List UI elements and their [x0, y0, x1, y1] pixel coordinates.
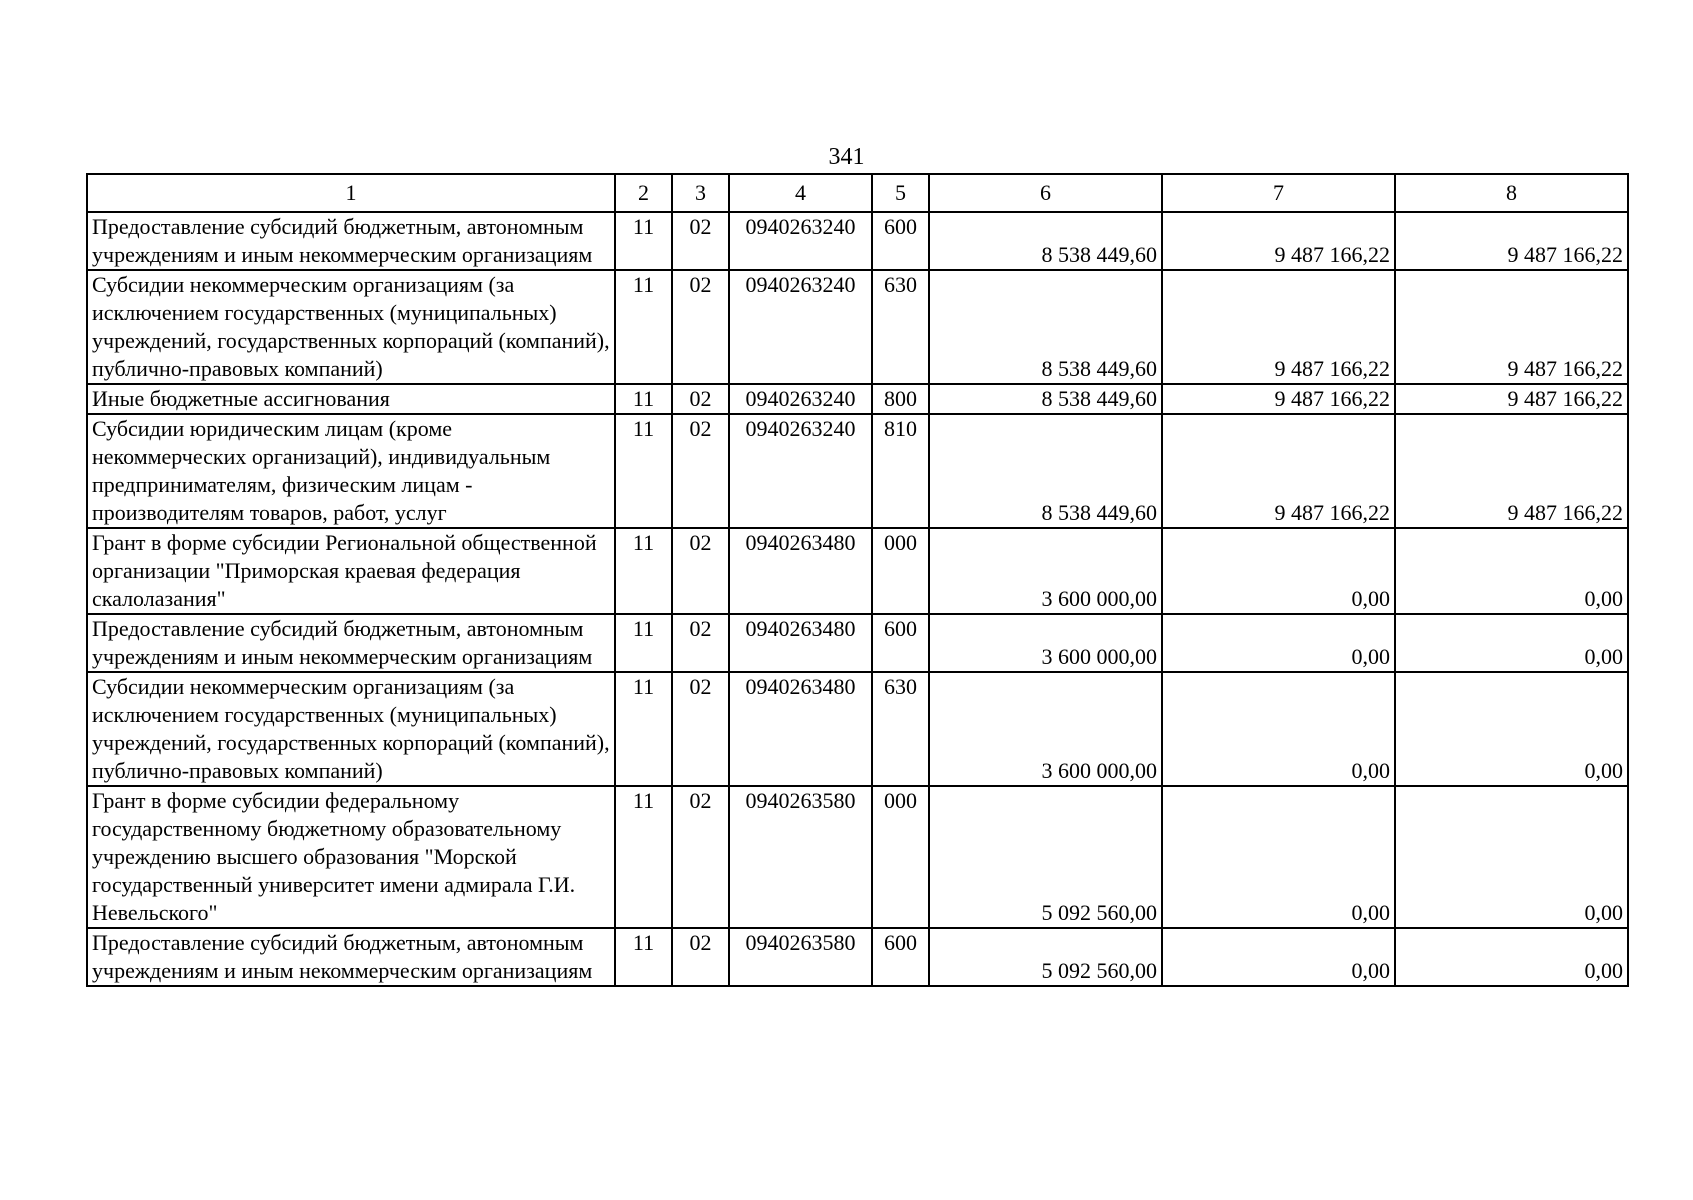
- amount-col-7: 9 487 166,22: [1162, 270, 1395, 384]
- amount-col-6: 8 538 449,60: [929, 212, 1162, 270]
- amount-col-7: 9 487 166,22: [1162, 384, 1395, 414]
- amount-col-8: 0,00: [1395, 928, 1628, 986]
- expense-type-code: 630: [872, 270, 929, 384]
- row-description: Грант в форме субсидии федеральному государственному бюджетному образовательному учреждению высшего образования "Морской государственный университет имени адмирала Г.И. Невельского": [87, 786, 615, 928]
- row-description: Иные бюджетные ассигнования: [87, 384, 615, 414]
- amount-col-6: 8 538 449,60: [929, 270, 1162, 384]
- table-row: [87, 786, 1628, 928]
- amount-col-8: 9 487 166,22: [1395, 270, 1628, 384]
- target-article-code: 0940263580: [729, 928, 872, 986]
- subsection-code: 02: [672, 528, 729, 614]
- amount-col-7: 0,00: [1162, 672, 1395, 786]
- subsection-code: 02: [672, 384, 729, 414]
- table-row: [87, 212, 1628, 270]
- expense-type-code: 800: [872, 384, 929, 414]
- section-code: 11: [615, 212, 672, 270]
- header-cell: 8: [1395, 174, 1628, 212]
- amount-col-6: 8 538 449,60: [929, 384, 1162, 414]
- section-code: 11: [615, 528, 672, 614]
- row-description: Предоставление субсидий бюджетным, автономным учреждениям и иным некоммерческим организациям: [87, 212, 615, 270]
- subsection-code: 02: [672, 786, 729, 928]
- subsection-code: 02: [672, 614, 729, 672]
- amount-col-8: 0,00: [1395, 672, 1628, 786]
- target-article-code: 0940263480: [729, 672, 872, 786]
- header-cell: 6: [929, 174, 1162, 212]
- table-row: [87, 414, 1628, 528]
- target-article-code: 0940263480: [729, 528, 872, 614]
- amount-col-6: 5 092 560,00: [929, 786, 1162, 928]
- amount-col-8: 9 487 166,22: [1395, 414, 1628, 528]
- expense-type-code: 000: [872, 786, 929, 928]
- amount-col-6: 5 092 560,00: [929, 928, 1162, 986]
- expense-type-code: 000: [872, 528, 929, 614]
- budget-table: [86, 173, 1629, 987]
- amount-col-8: 9 487 166,22: [1395, 384, 1628, 414]
- subsection-code: 02: [672, 928, 729, 986]
- amount-col-7: 0,00: [1162, 928, 1395, 986]
- table-row: [87, 614, 1628, 672]
- header-cell: 7: [1162, 174, 1395, 212]
- table-row: [87, 672, 1628, 786]
- amount-col-7: 9 487 166,22: [1162, 212, 1395, 270]
- amount-col-7: 0,00: [1162, 614, 1395, 672]
- target-article-code: 0940263480: [729, 614, 872, 672]
- row-description: Субсидии некоммерческим организациям (за исключением государственных (муниципальных) учреждений, государственных корпораций (компаний), публично-правовых компаний): [87, 672, 615, 786]
- amount-col-7: 9 487 166,22: [1162, 414, 1395, 528]
- expense-type-code: 600: [872, 212, 929, 270]
- expense-type-code: 630: [872, 672, 929, 786]
- amount-col-8: 0,00: [1395, 786, 1628, 928]
- section-code: 11: [615, 614, 672, 672]
- row-description: Субсидии некоммерческим организациям (за исключением государственных (муниципальных) учреждений, государственных корпораций (компаний), публично-правовых компаний): [87, 270, 615, 384]
- row-description: Субсидии юридическим лицам (кроме некоммерческих организаций), индивидуальным предпринимателям, физическим лицам - производителям товаров, работ, услуг: [87, 414, 615, 528]
- table-row: [87, 928, 1628, 986]
- subsection-code: 02: [672, 270, 729, 384]
- section-code: 11: [615, 414, 672, 528]
- subsection-code: 02: [672, 212, 729, 270]
- amount-col-8: 9 487 166,22: [1395, 212, 1628, 270]
- amount-col-8: 0,00: [1395, 528, 1628, 614]
- target-article-code: 0940263240: [729, 414, 872, 528]
- amount-col-6: 3 600 000,00: [929, 672, 1162, 786]
- header-cell: 4: [729, 174, 872, 212]
- header-cell: 1: [87, 174, 615, 212]
- target-article-code: 0940263240: [729, 212, 872, 270]
- target-article-code: 0940263240: [729, 270, 872, 384]
- header-row: [87, 174, 1628, 212]
- section-code: 11: [615, 384, 672, 414]
- table-row: [87, 384, 1628, 414]
- amount-col-8: 0,00: [1395, 614, 1628, 672]
- amount-col-6: 8 538 449,60: [929, 414, 1162, 528]
- section-code: 11: [615, 786, 672, 928]
- amount-col-6: 3 600 000,00: [929, 614, 1162, 672]
- section-code: 11: [615, 672, 672, 786]
- section-code: 11: [615, 928, 672, 986]
- expense-type-code: 810: [872, 414, 929, 528]
- subsection-code: 02: [672, 672, 729, 786]
- subsection-code: 02: [672, 414, 729, 528]
- amount-col-7: 0,00: [1162, 786, 1395, 928]
- table-row: [87, 270, 1628, 384]
- expense-type-code: 600: [872, 614, 929, 672]
- target-article-code: 0940263240: [729, 384, 872, 414]
- expense-type-code: 600: [872, 928, 929, 986]
- page-number: 341: [828, 144, 865, 170]
- amount-col-6: 3 600 000,00: [929, 528, 1162, 614]
- row-description: Грант в форме субсидии Региональной общественной организации "Приморская краевая федерация скалолазания": [87, 528, 615, 614]
- section-code: 11: [615, 270, 672, 384]
- amount-col-7: 0,00: [1162, 528, 1395, 614]
- table-row: [87, 528, 1628, 614]
- header-cell: 5: [872, 174, 929, 212]
- row-description: Предоставление субсидий бюджетным, автономным учреждениям и иным некоммерческим организациям: [87, 928, 615, 986]
- header-cell: 2: [615, 174, 672, 212]
- target-article-code: 0940263580: [729, 786, 872, 928]
- row-description: Предоставление субсидий бюджетным, автономным учреждениям и иным некоммерческим организациям: [87, 614, 615, 672]
- header-cell: 3: [672, 174, 729, 212]
